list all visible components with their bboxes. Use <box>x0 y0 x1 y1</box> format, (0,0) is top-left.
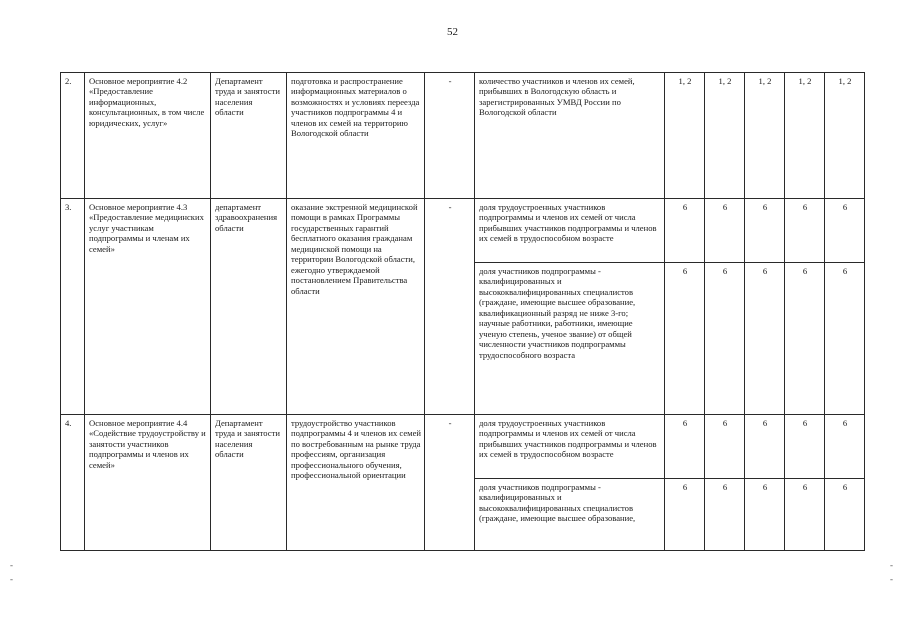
indicator-value: 6 <box>785 199 825 263</box>
indicator-value: 6 <box>665 415 705 479</box>
margin-tick-left: - <box>10 560 13 570</box>
indicator-value: 1, 2 <box>745 73 785 199</box>
row-number: 3. <box>61 199 85 415</box>
indicator-text: доля трудоустроенных участников подпрограммы и членов их семей от числа прибывших участников подпрограммы и членов их семей в трудоспособном возрасте <box>475 199 665 263</box>
indicator-value: 6 <box>665 479 705 551</box>
dash-cell: - <box>425 415 475 551</box>
indicator-text: доля участников подпрограммы - квалифицированных и высококвалифицированных специалистов (граждане, имеющие высшее образование, <box>475 479 665 551</box>
event-content: подготовка и распространение информационных материалов о возможностях и условиях переезда участников подпрограммы 4 и членов их семей на территорию Вологодской области <box>287 73 425 199</box>
indicator-value: 1, 2 <box>705 73 745 199</box>
program-activities-table <box>60 72 865 551</box>
indicator-value: 6 <box>745 263 785 415</box>
indicator-value: 6 <box>745 199 785 263</box>
event-name: Основное мероприятие 4.3 «Предоставление медицинских услуг участникам подпрограммы и членам их семей» <box>85 199 211 415</box>
row-number: 2. <box>61 73 85 199</box>
indicator-value: 6 <box>825 415 865 479</box>
table-row <box>61 199 865 263</box>
indicator-text: количество участников и членов их семей, прибывших в Вологодскую область и зарегистрированных УМВД России по Вологодской области <box>475 73 665 199</box>
indicator-value: 6 <box>825 199 865 263</box>
indicator-value: 6 <box>665 263 705 415</box>
page-number: 52 <box>447 26 458 38</box>
indicator-value: 1, 2 <box>825 73 865 199</box>
event-name: Основное мероприятие 4.4 «Содействие трудоустройству и занятости участников подпрограммы и членов их семей» <box>85 415 211 551</box>
indicator-value: 6 <box>785 415 825 479</box>
indicator-value: 6 <box>705 415 745 479</box>
indicator-value: 6 <box>785 479 825 551</box>
indicator-value: 6 <box>745 479 785 551</box>
indicator-text: доля участников подпрограммы - квалифицированных и высококвалифицированных специалистов (граждане, имеющие высшее образование, квалификационный разряд не ниже 3-го; научные работники, работники, имеющие ученую степень, ученое звание) от общей численности участников подпрограммы трудоспособного возраста <box>475 263 665 415</box>
indicator-value: 6 <box>705 479 745 551</box>
table-row <box>61 415 865 479</box>
event-content: оказание экстренной медицинской помощи в рамках Программы государственных гарантий бесплатного оказания гражданам медицинской помощи на территории Вологодской области, ежегодно утверждаемой постановлением Правительства области <box>287 199 425 415</box>
table-row <box>61 73 865 199</box>
indicator-value: 1, 2 <box>785 73 825 199</box>
indicator-value: 6 <box>825 479 865 551</box>
indicator-value: 6 <box>745 415 785 479</box>
executor: Департамент труда и занятости населения области <box>211 73 287 199</box>
executor: Департамент труда и занятости населения области <box>211 415 287 551</box>
margin-tick-right: - <box>890 574 893 584</box>
indicator-text: доля трудоустроенных участников подпрограммы и членов их семей от числа прибывших участников подпрограммы и членов их семей в трудоспособном возрасте <box>475 415 665 479</box>
row-number: 4. <box>61 415 85 551</box>
indicator-value: 6 <box>785 263 825 415</box>
event-content: трудоустройство участников подпрограммы 4 и членов их семей по востребованным на рынке труда профессиям, организация профессионального обучения, профессиональной ориентации <box>287 415 425 551</box>
dash-cell: - <box>425 199 475 415</box>
indicator-value: 6 <box>705 263 745 415</box>
indicator-value: 1, 2 <box>665 73 705 199</box>
event-name: Основное мероприятие 4.2 «Предоставление информационных, консультационных, в том числе юридических, услуг» <box>85 73 211 199</box>
dash-cell: - <box>425 73 475 199</box>
margin-tick-left: - <box>10 574 13 584</box>
margin-tick-right: - <box>890 560 893 570</box>
indicator-value: 6 <box>665 199 705 263</box>
executor: департамент здравоохранения области <box>211 199 287 415</box>
indicator-value: 6 <box>825 263 865 415</box>
indicator-value: 6 <box>705 199 745 263</box>
